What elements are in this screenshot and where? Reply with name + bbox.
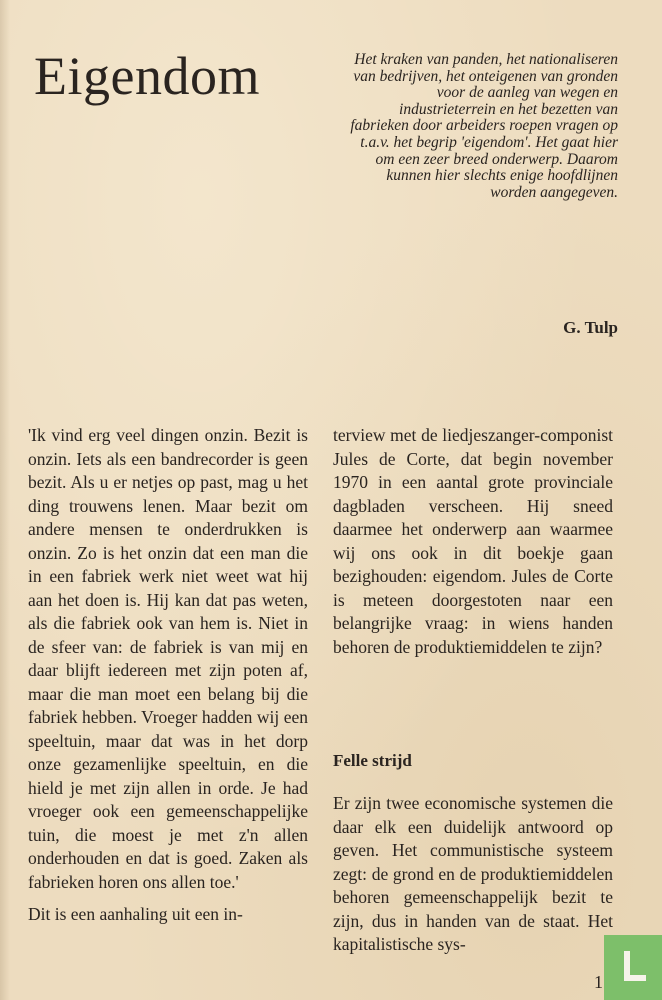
page-fold-shadow	[0, 0, 10, 1000]
right-column	[333, 424, 613, 659]
section-heading: Felle strijd	[333, 751, 412, 770]
page-title: Eigendom	[34, 46, 260, 106]
author-name: G. Tulp	[563, 318, 618, 337]
quote-paragraph: 'Ik vind erg veel dingen onzin. Bezit is onzin. Iets als een bandrecorder is geen bezit. Als u er netjes op past, mag u het ding trouwens lenen. Maar bezit om andere mensen te onderdrukken is onzin. Zo is het onzin dat een man die in een fabriek werk niet weet wat hij aan het doen is. Hij kan dat pas weten, als die fabriek ook van hem is. Niet in de sfeer van: de fabriek is van mij en daar blijft iedereen met zijn poten af, maar die man moet een belang bij die fabriek hebben. Vroeger hadden wij een speeltuin, maar dat was in het dorp onze gezamenlijke speeltuin, en die hield je met zijn allen in orde. Je had vroeger ook een gemeenschappelijke tuin, die moest je met z'n allen onderhouden en dat is goed. Zaken als fabrieken horen ons allen toe.'	[28, 425, 308, 892]
body-paragraph: Er zijn twee economische systemen die daar elk een duidelijk antwoord op geven. Het communistische systeem zegt: de grond en de produktiemiddelen behoren gemeenschappelijk bezit te zijn, dus in handen van de staat. Het kapitalistische sys-	[333, 793, 613, 954]
body-paragraph: Dit is een aanhaling uit een in-	[28, 904, 243, 924]
intro-text: Het kraken van panden, het nationaliseren van bedrijven, het onteigenen van gronden voor de aanleg van wegen en industrieterrein en het bezetten van fabrieken door arbeiders roepen vragen op t.a.v. het begrip 'eigendom'. Het gaat hier om een zeer breed onderwerp. Daarom kunnen hier slechts enige hoofdlijnen worden aangegeven.	[350, 51, 618, 201]
page-number: 1	[594, 972, 603, 992]
right-column-lower	[333, 792, 613, 957]
left-column	[28, 424, 308, 927]
body-paragraph: terview met de liedjeszanger-componist Jules de Corte, dat begin november 1970 in een aantal grote provinciale dagbladen verscheen. Hij sneed daarmee het onderwerp aan waarmee wij ons ook in dit boekje gaan bezighouden: eigendom. Jules de Corte is meteen doorgestoten naar een belangrijke vraag: in wiens handen behoren de produktiemiddelen te zijn?	[333, 425, 613, 657]
publisher-logo-icon	[604, 935, 662, 1000]
